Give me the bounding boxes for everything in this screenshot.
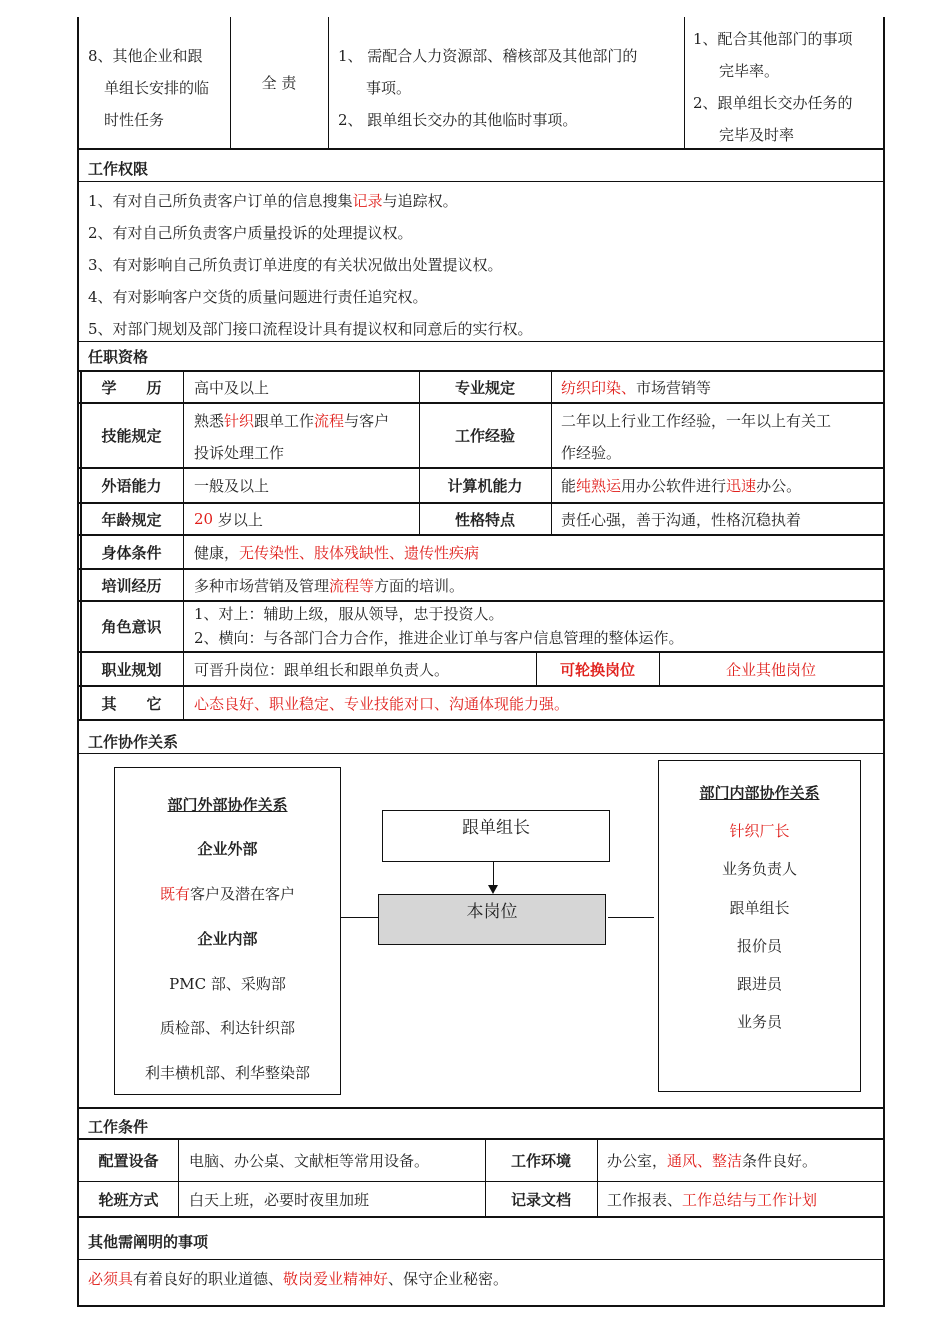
authority-item: 2、有对自己所负责客户质量投诉的处理提议权。 bbox=[88, 224, 413, 242]
shift-label: 轮班方式 bbox=[98, 1190, 159, 1209]
authority-item: 3、有对影响自己所负责订单进度的有关状况做出处置提议权。 bbox=[88, 256, 503, 274]
task-standard: 1、配合其他部门的事项 完毕率。 2、跟单组长交办任务的 完毕及时率 bbox=[693, 30, 853, 144]
equipment-label: 配置设备 bbox=[98, 1152, 159, 1170]
conditions-title: 工作条件 bbox=[88, 1118, 149, 1136]
language-label: 外语能力 bbox=[101, 477, 162, 495]
education-value: 高中及以上 bbox=[194, 378, 270, 397]
internal-item: 针织厂长 bbox=[729, 822, 790, 840]
internal-heading: 部门内部协作关系 bbox=[699, 784, 820, 802]
major-value: 纺织印染、 市场营销等 bbox=[561, 378, 712, 397]
authority-item: 5、对部门规划及部门接口流程设计具有提议权和同意后的实行权。 bbox=[88, 320, 533, 338]
major-label: 专业规定 bbox=[454, 378, 515, 397]
task-content: 1、 需配合人力资源部、稽核部及其他部门的 事项。 2、 跟单组长交办的其他临时事项。 bbox=[338, 47, 638, 129]
career-value: 可晋升岗位：跟单组长和跟单负责人。 bbox=[194, 660, 450, 679]
rotation-value: 企业其他岗位 bbox=[725, 660, 816, 679]
skill-label: 技能规定 bbox=[101, 427, 162, 445]
equipment-value: 电脑、办公桌、文献柜等常用设备。 bbox=[189, 1152, 430, 1170]
authority-item: 4、有对影响客户交货的质量问题进行责任追究权。 bbox=[88, 288, 428, 306]
internal-item: 跟单组长 bbox=[729, 899, 790, 917]
character-label: 性格特点 bbox=[454, 510, 515, 529]
external-dept: 利丰横机部、利华整染部 bbox=[144, 1064, 310, 1082]
connector-line bbox=[341, 917, 378, 918]
external-heading: 部门外部协作关系 bbox=[167, 796, 288, 814]
computer-label: 计算机能力 bbox=[447, 477, 523, 495]
skill-value: 熟悉针织跟单工作流程与客户 投诉处理工作 bbox=[194, 412, 390, 462]
internal-item: 业务负责人 bbox=[721, 860, 797, 878]
physical-value: 健康， 无传染性、肢体残缺性、遗传性疾病 bbox=[194, 543, 480, 562]
external-dept: PMC 部、采购部 bbox=[169, 975, 286, 993]
experience-value: 二年以上行业工作经验，一年以上有关工 作经验。 bbox=[561, 412, 832, 462]
internal-item: 跟进员 bbox=[736, 975, 782, 993]
computer-value: 能 纯熟运 用办公软件进行 迅速 办公。 bbox=[561, 477, 802, 495]
role-value: 1、对上：辅助上级，服从领导，忠于投资人。 2、横向：与各部门合力合作，推进企业订单与客户信息管理的整体运作。 bbox=[194, 605, 684, 647]
training-value: 多种市场营销及管理 流程等 方面的培训。 bbox=[194, 576, 465, 595]
internal-item: 业务员 bbox=[736, 1013, 782, 1031]
responsibility: 全 责 bbox=[261, 74, 297, 92]
age-label: 年龄规定 bbox=[101, 510, 162, 529]
qualifications-title: 任职资格 bbox=[88, 348, 149, 366]
physical-label: 身体条件 bbox=[101, 543, 162, 562]
task-name: 8、其他企业和跟 单组长安排的临 时性任务 bbox=[88, 47, 210, 129]
arrow-down-icon bbox=[488, 885, 498, 894]
rotation-label: 可轮换岗位 bbox=[559, 660, 635, 679]
position-box: 本岗位 bbox=[378, 894, 606, 945]
cooperation-title: 工作协作关系 bbox=[88, 733, 179, 751]
connector-line bbox=[608, 917, 654, 918]
other-label: 其 它 bbox=[101, 694, 162, 713]
leader-box: 跟单组长 bbox=[382, 810, 610, 862]
shift-value: 白天上班，必要时夜里加班 bbox=[189, 1190, 370, 1209]
external-cooperation-box bbox=[114, 767, 341, 1095]
authority-title: 工作权限 bbox=[88, 160, 149, 178]
environment-value: 办公室， 通风、整洁 条件良好。 bbox=[607, 1152, 818, 1170]
training-label: 培训经历 bbox=[101, 576, 162, 595]
internal-item: 报价员 bbox=[736, 937, 782, 955]
notes-title: 其他需阐明的事项 bbox=[88, 1233, 209, 1251]
internal-cooperation-box bbox=[658, 760, 861, 1092]
experience-label: 工作经验 bbox=[454, 427, 515, 445]
role-label: 角色意识 bbox=[101, 618, 162, 636]
language-value: 一般及以上 bbox=[194, 477, 270, 495]
environment-label: 工作环境 bbox=[510, 1152, 571, 1170]
authority-item: 1、有对自己所负责客户订单的信息搜集记录与追踪权。 bbox=[88, 192, 458, 210]
career-label: 职业规划 bbox=[101, 660, 162, 679]
notes-value: 必须具有着良好的职业道德、敬岗爱业精神好、保守企业秘密。 bbox=[88, 1270, 509, 1288]
other-value: 心态良好、职业稳定、专业技能对口、沟通体现能力强。 bbox=[194, 694, 570, 713]
authority-list bbox=[88, 185, 878, 345]
docs-label: 记录文档 bbox=[510, 1190, 571, 1209]
external-inside-heading: 企业内部 bbox=[197, 930, 258, 948]
age-value: 20 岁以上 bbox=[194, 510, 263, 529]
external-customers: 既有客户及潜在客户 bbox=[159, 885, 296, 903]
external-dept: 质检部、利达针织部 bbox=[159, 1019, 295, 1037]
docs-value: 工作报表、 工作总结与工作计划 bbox=[607, 1190, 818, 1209]
education-label: 学 历 bbox=[101, 378, 162, 397]
character-value: 责任心强，善于沟通，性格沉稳执着 bbox=[561, 510, 802, 529]
external-outside-heading: 企业外部 bbox=[197, 840, 258, 858]
